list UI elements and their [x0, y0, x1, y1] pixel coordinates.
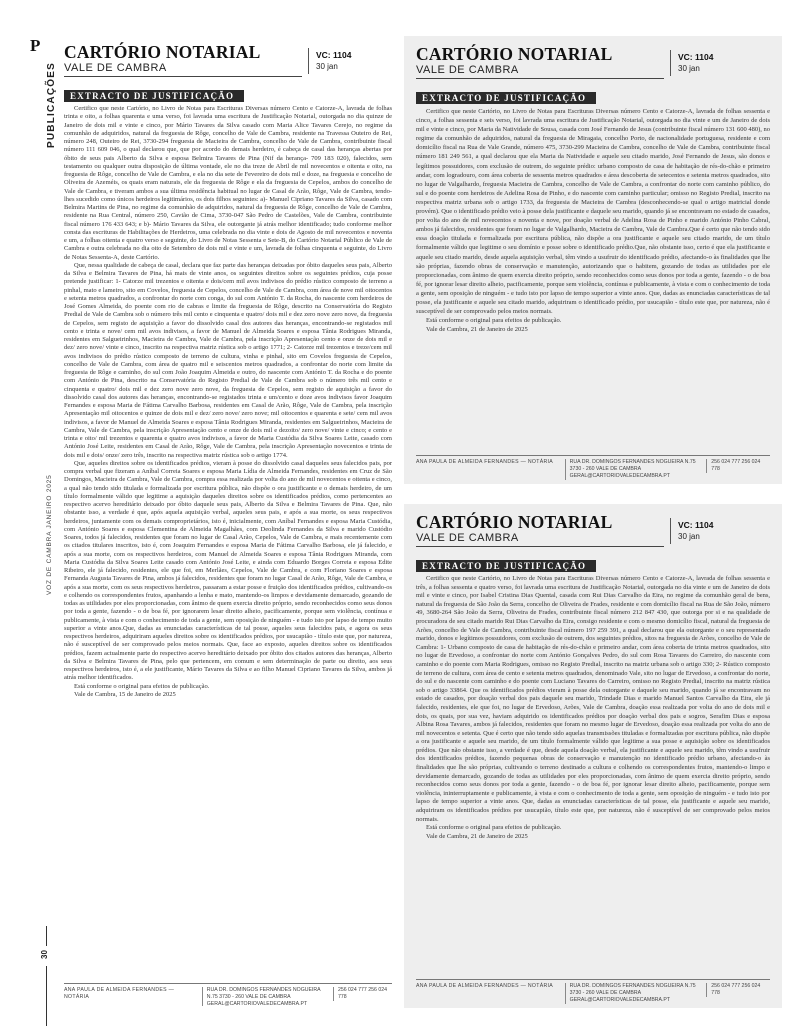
notice-right-top — [404, 36, 782, 484]
conformity-line: Está conforme o original para efeitos de publicação. — [426, 317, 562, 325]
header-divider — [308, 48, 309, 74]
notice-header — [416, 512, 770, 556]
notice-left — [64, 42, 392, 1006]
body-paragraph: Certifico que neste Cartório, no Livro de Notas para Escrituras Diversas número Cento e Catorze-A, lavrada de folhas sessenta e cinco, a folhas sessenta e seis verso, foi lavrada uma escritura de Justificação Notarial, outorgada no dia vinte e um de Janeiro de dois mil e vinte e cinco, por Maria da Natividade de Sousa, casada com José Fernando de Jesus (contribuinte fiscal número 131 600 480), no regime da comunhão de adquiridos, natural da freguesia de Miragaia, concelho Porto, de nacionalidade portuguesa, residente e com domicílio fiscal na Rua de Vale Grande, número 475, 3730-299 Macieira de Cambra, concelho de Vale de Cambra, contribuinte fiscal número 181 249 561, a qual declarou que ela Maria da Natividade e aquele seu citado marido, José Fernando de Jesus, são donos e legítimos possuidores, com exclusão de outrem, do seguinte prédio: urbano composto de casa de habitação de rés-do-chão e primeiro andar, com logradouro, com área coberta de sessenta metros quadrados e área descoberta de setecentos e setenta metros quadrados, sito no lugar de Valgalhardo, freguesia Macieira de Cambra, concelho de Vale de Cambra, a confrontar do norte com caminho público, do sul e do poente com herdeiros de Adelina Rosa de Pinho, e do nascente com caminho particular; omisso no Registo Predial, inscrito na respectiva matriz urbana sob o artigo 1733, da freguesia de Macieira de Cambra (desconhecendo-se qual o artigo matricial donde provém). Que o identificado prédio veio à posse dela justificante e daquele seu marido, quando já se encontravam no estado de casados, por volta do ano de mil novecentos e noventa e nove, por doação verbal de Adelina Rosa de Pinho e marido António Pinho Cabral, ambos já falecidos, residentes que foram no lugar de Valgalhardo, Macieira de Cambra, Vale de Cambra.Que é certo que não tendo sido essa doação titulada e formalizada por escritura pública, não dispõe a ora justificante e aquele seu citado marido, de um título formalmente válido que legitime o seu domínio e posse sobre o identificado prédio.Que, não obstante isso, certo é que ela justificante e aquele seu citado marido, desde aquela aquisição verbal, têm vindo a usufruir do identificado prédio, afectando-o às finalidades que lhe são próprias, fazendo obras de conservação e manutenção, autorizando que o habitem, gozando de todas as utilidades por ele proporcionadas, com ânimo de quem exercia direito próprio, sendo reconhecidos como seus donos por toda a gente, fazendo - o de boa fé, por ignorar lesar direito alheio, pacificamente, porque sem violência, contínua e publicamente, à vista e com o conhecimento de toda a gente, sem oposição de ninguém - e tudo isto por lapso de tempo superior a vinte anos. Que, dadas as enunciadas características de tal posse, ela justificante e aquele seu citado marido, adquiriram o identificado prédio, por usucapião - título este que, por natureza, não é susceptível de ser comprovado pelos meios normais. — [416, 108, 770, 316]
notary-address: RUA DR. DOMINGOS FERNANDES NOGUEIRA N.75 3730 - 260 VALE DE CAMBRA GERAL@CARTORIOVALEDECAMBRA.PT — [202, 987, 332, 1006]
body-paragraph: Que, aqueles direitos sobre os identificados prédios, vieram à posse do dissolvido casal daqueles seus falecidos pais, por compra verbal que fizeram a Aníbal Correia Soares e esposa Maria Lídia de Almeida Fernandes, residentes em Cruz de São Domingos, Macieira de Cambra, Vale de Cambra, compra essa realizada por volta do ano de mil novecentos e oitenta e cinco, a qual não tendo sido titulada e formalizada por escritura pública, não dispõe o ora justificante e o demais herdeiro, de um título formalmente válido que legitime a aquisição daqueles direitos sobre os identificados prédios, como pertencentes ao respectivo acervo hereditário deixado por óbito daquele seus pais, Alberto da Silva e Belmira Tavares de Pina. Que, não obstante isso, a verdade é que, após aquela aquisição verbal, aqueles seus pais, e após a sua morte, os seus respectivos herdeiros, juntamente com os demais comproprietários, isto é, inicialmente, com Aníbal Fernandes e esposa Maria Custódia, com António Soares e esposa Clementina de Almeida Magalhães, com Deolinda Fernandes da Silva e marido Custódio Soares, todos já falecidos, residentes que foram no lugar de Casal Arão, Cepelos, Vale de Cambra, e mais recentemente com os citados titulares inscritos, isto é, com Joaquim Fernandes e esposa Maria de Fátima Carvalho Barbosa, ele já falecido, e após a sua morte, com os respectivos herdeiros, com Manuel de Almeida Soares e esposa Tânia Rodrigues Miranda, com Maria Custódia da Silva Soares Leite casado com António José Leite, e ainda com Eduardo Borges Correia e esposa Edite Ribeiro, ele já falecido, residentes, ele que foi, em Merlães, Cepelos, Vale de Cambra, e com Floriano Soares e esposa Fernanda Augusta Tavares de Pina, ambos já falecidos, residentes que foram no lugar Casal de Arão, Rôge, Vale de Cambra, e após a sua morte, com os seus respectivos herdeiros, passaram a estar posse e fruição dos identificados prédios, cultivando-os e colhendo os correspondentes frutos, apanhando a lenha e mato, mantendo-os limpos e devidamente demarcado, gozando de todas as utilidades por eles proporcionadas, com ânimo de quem exercia direito próprio, sendo reconhecidos como seus donos por toda a gente, fazendo - o de boa fé, por ignorarem lesar direito alheio, pacificamente, porque sem violência, contínua e publicamente, à vista e com o conhecimento de toda a gente, sem oposição de ninguém - e tudo isto por lapso de tempo muito superior a vinte anos.Que, dadas as enunciadas características de tal posse, aqueles seus falecidos pais, e agora os seus respectivos herdeiros, adquiriram aqueles direitos sobre os identificados prédios, por usucapião - título este que, por natureza, não é susceptível de ser comprovado pelos meios normais. Que, face ao exposto, aqueles direitos sobre os identificados prédios, fazem actualmente parte do respectivo acervo hereditário deixado por óbito dos citados autores das heranças, Alberto da Silva e Belmira Tavares de Pina, pelo que pertencem, em comum e sem determinação de parte ou direito, aos seus respectivos herdeiros, isto é, a ele justificante, Mário Tavares da Silva e ao filho Manuel Cipriano Tavares da Silva, ambos já atrás melhor identificados. — [64, 459, 392, 682]
publication-date: 30 jan — [678, 532, 700, 541]
notice-title: CARTÓRIO NOTARIAL — [416, 44, 613, 64]
header-rule — [416, 78, 664, 79]
notice-title: CARTÓRIO NOTARIAL — [64, 42, 261, 62]
vc-code: VC: 1104 — [678, 52, 714, 62]
section-label: PUBLICAÇÕES — [46, 62, 57, 148]
notice-header — [416, 44, 770, 88]
signature-date: Vale de Cambra, 21 de Janeiro de 2025 — [426, 832, 528, 840]
header-rule — [416, 546, 664, 547]
notice-footer — [416, 979, 770, 1002]
page-number-rule — [46, 926, 47, 946]
notice-body — [64, 105, 392, 699]
page-number: 30 — [39, 950, 49, 959]
publication-date: 30 jan — [316, 62, 338, 71]
notice-subtitle: VALE DE CAMBRA — [64, 62, 167, 74]
body-paragraph: Certifico que neste Cartório, no Livro de Notas para Escrituras Diversas número Cento e Catorze-A, lavrada de folhas trinta e oito, a folhas quarenta e uma verso, foi lavrada uma escritura de Justificação Notarial, outorgada no dia quinze de Janeiro de dois mil e vinte e cinco, por Mário Tavares da Silva casado com Maria Alice Tavares Cerejo, no regime da comunhão de adquiridos, natural da freguesia de Rôge, concelho de Vale de Cambra, residente na Travessa Outeiro de Rei, número 248, Outeiro de Rei, 3730-294 freguesia de Macieira de Cambra, concelho de Vale de Cambra, contribuinte fiscal número 111 609 046, o qual declarou que, que por acordo do demais herdeiro, é cabeça de casal das heranças abertas por óbito de seus pais Alberto da Silva e esposa Belmira Tavares de Pina (Nif da herança- 709 183 020), falecidos, sem testamento ou qualquer outra disposição de última vontade, ele no dia treze de Abril de mil novecentos e oitenta e oito, na freguesia de Rôge, concelho de Vale de Cambra, e ela no dia sete de Fevereiro de dois mil e doze, na freguesia e concelho de Oliveira de Azeméis, os quais eram naturais, ele da freguesia de Rôge e ela da freguesia de Cepelos, ambos do concelho de Vale de Cambra, e tiveram ambos a sua última residência habitual no lugar de Casal de Arão, Rôge, Vale de Cambra, tendo-lhes sucedido como únicos herdeiros legitimários, os dois filhos seguintes: a)- Manuel Cipriano Tavares da Silva, casado com Belmira Martins de Pina, no regime da comunhão de adquiridos, natural da freguesia de Rôge, concelho de Vale de Cambra, residente na Rua Central, número 250, Cavião de Cima, 3730-047 São Pedro de Castelões, Vale de Cambra, contribuinte fiscal número 176 433 643; e b)- Mário Tavares da Silva, ele outorgante já atrás melhor identificado; tudo conforme melhor consta das escrituras de Habilitações de Herdeiros, uma celebrada no dia vinte e dois de Agosto de mil novecentos e noventa e um, a folhas oitenta e quatro verso e seguinte, do Livro de Notas Sessenta e Sete-B, do Cartório Notarial Público de Vale de Cambra e outra celebrada no dia oito de Setembro de dois mil e vinte e um, lavrada de folhas cinquenta e seguinte, do Livro de Notas Sessenta-A, deste Cartório. — [64, 105, 392, 261]
notice-banner: EXTRACTO DE JUSTIFICAÇÃO — [416, 560, 596, 572]
notice-body — [416, 575, 770, 841]
page-number-rule — [46, 966, 47, 1026]
notice-right-bottom — [404, 504, 782, 1008]
signature-date: Vale de Cambra, 15 de Janeiro de 2025 — [74, 690, 176, 698]
notice-subtitle: VALE DE CAMBRA — [416, 64, 519, 76]
notary-address: RUA DR. DOMINGOS FERNANDES NOGUEIRA N.75 3730 - 260 VALE DE CAMBRA GERAL@CARTORIOVALEDECAMBRA.PT — [565, 983, 705, 1004]
body-paragraph: Que, nessa qualidade de cabeça de casal, declara que faz parte das heranças deixadas por óbito daqueles seus pais, Alberto da Silva e Belmira Tavares de Pina, há mais de vinte anos, os seguintes direitos sobre os seguintes prédios, cuja posse pretende justificar: 1- Catorze mil trezentos e oitenta e dois/cem mil avos indivisos do prédio rústico composto de terreno a pinhal, mato e lameiro, sito em Covelos, freguesia de Cepelos, concelho de Vale de Cambra, com área de nove mil oitocentos e setenta metros quadrados, a confrontar do norte com conga, do sul com António T. da Rocha, do nascente com herdeiros de José Gomes Almeida, do poente com rio de cabras e limite da freguesia de Rôge, descrito na Conservatória do Registo Predial de Vale de Cambra sob o número três mil cento e cinquenta e quatro/ dois mil e dez zero nove zero nove, da freguesia de Cepelos, sem registo de aquisição a favor do dissolvido casal dos autores das heranças, encontrando-se registados mil cento e trinta e nove/ cem mil avos indivisos, a favor de Manuel de Almeida Soares e esposa Tânia Rodrigues Miranda, residentes em Salgueirinhos, Macieira de Cambra, Vale de Cambra, pela inscrição Apresentação cento e onze de dois mil e dez/ zero nove/ vinte e cinco, inscrito na respectiva matriz rústica sob o artigo 1771; 2- Catorze mil trezentos e treze/cem mil avos indivisos do prédio rústico composto de terreno de cultura, vinha e pinhal, sito em Covelos freguesia de Cepelos, concelho de Vale de Cambra, com área de quatro mil e seiscentos metros quadrados, a confrontar do norte com limite da freguesia de Rôge e caminho, do sul com João Joaquim Almeida e outro, do nascente com António T. da Rocha e do poente com António de Pina, descrito na Conservatória do Registo Predial de Vale de Cambra sob o número três mil cento e cinquenta e quatro/ dois mil e dez zero nove zero nove, da freguesia de Cepelos, sem registo de aquisição a favor do dissolvido casal dos autores das heranças, encontrando-se registados trinta e um/cento e doze avos indivisos favor Joaquim Fernandes e esposa Maria de Fátima Carvalho Barbosa, residentes em Casal de Arão, Rôge, Vale de Cambra, pela inscrição Apresentação mil oitocentos e quinze de dois mil e dez/ zero nove/ zero nove; mil oitocentos e quarenta e sete/ cem mil avos indivisos, a favor de Manuel de Almeida Soares e esposa Tânia Rodrigues Miranda, residentes em Salgueirinhos, Macieira de Cambra, Vale de Cambra, pela inscrição Apresentação cento e onze de dois mil e dezoito/ zero nove/ vinte e cinco; e cento e trinta e oito/ mil trezentos e quarenta e quatro avos indivisos, a favor de Maria Custódia da Silva Soares Leite, casado com António José Leite, residentes em Casal de Arão, Rôge, Vale de Cambra, pela inscrição Apresentação novecentos e trinta de dois mil e dois/ onze/ zero três, inscrito na respectiva matriz rústica sob o artigo 1774. — [64, 261, 392, 459]
notice-banner: EXTRACTO DE JUSTIFICAÇÃO — [416, 92, 596, 104]
notary-name: ANA PAULA DE ALMEIDA FERNANDES — NOTÁRIA — [416, 983, 554, 989]
header-divider — [670, 50, 671, 76]
notary-address: RUA DR. DOMINGOS FERNANDES NOGUEIRA N.75 3730 - 260 VALE DE CAMBRA GERAL@CARTORIOVALEDECAMBRA.PT — [565, 459, 705, 480]
edition-label: VOZ DE CAMBRA JANEIRO 2025 — [46, 474, 53, 595]
side-rail — [0, 0, 57, 1024]
notice-footer — [416, 455, 770, 478]
header-divider — [670, 518, 671, 544]
notice-footer — [64, 983, 392, 1006]
notice-subtitle: VALE DE CAMBRA — [416, 532, 519, 544]
notice-header — [64, 42, 392, 86]
notary-phones: 256 024 777 256 024 778 — [333, 987, 392, 1001]
notary-name: ANA PAULA DE ALMEIDA FERNANDES — NOTÁRIA — [64, 987, 175, 1000]
notice-banner: EXTRACTO DE JUSTIFICAÇÃO — [64, 90, 244, 102]
notary-phones: 256 024 777 256 024 778 — [706, 459, 770, 473]
conformity-line: Está conforme o original para efeitos de publicação. — [426, 824, 562, 832]
vc-code: VC: 1104 — [678, 520, 714, 530]
signature-date: Vale de Cambra, 21 de Janeiro de 2025 — [426, 326, 528, 334]
notary-name: ANA PAULA DE ALMEIDA FERNANDES — NOTÁRIA — [416, 459, 554, 465]
header-rule — [64, 76, 302, 77]
vc-code: VC: 1104 — [316, 50, 352, 60]
section-letter: P — [30, 36, 41, 55]
notary-phones: 256 024 777 256 024 778 — [706, 983, 770, 997]
publication-date: 30 jan — [678, 64, 700, 73]
notice-body — [416, 107, 770, 334]
body-paragraph: Certifico que neste Cartório, no Livro de Notas para Escrituras Diversas número Cento e Catorze-A, lavrada de folhas sessenta e três, a folhas sessenta e quatro verso, foi lavrada uma escritura de Justificação Notarial, outorgada no dia vinte e um de Janeiro de dois mil e vinte e cinco, por Isabel Cristina Dias Quental, casada com Rui Dias Carvalho da Eira, no regime da comunhão geral de bens, natural da freguesia de São João da Serra, concelho de Oliveira de Frades, residente e com domicílio fiscal na Rua de São João, número 49, 3680-264 São João da Serra, Oliveira de Frades, contribuinte fiscal número 212 847 430, que outorga por si e na qualidade de procuradora de seu citado marido Rui Dias Carvalho da Eira, consigo residente e com o mesmo domicílio fiscal, natural da freguesia de Arões, concelho de Vale de Cambra, contribuinte fiscal número 197 259 391, a qual declarou que ela outorgante e o seu representado marido, donos e legítimos possuidores, com exclusão de outrem, dos seguintes prédios, sitos na freguesia de Arões, concelho de Vale de Cambra: 1- Urbano composto de casa de habitação de rés-do-chão e primeiro andar, com área coberta de trinta metros quadrados, sito no lugar de Ervedoso, a confrontar do norte com António Gonçalves Pedro, do sul com Rosa Tavares do Carreiro, do nascente com caminho e do poente com Maria Rodrigues, omisso no Registo Predial, inscrito na matriz urbana sob o artigo 330; 2- Rústico composto de terreno de cultura, com área de cento e setenta metros quadrados, denominado Vale, sito no lugar de Ervedoso, a confrontar do norte, do sul e do nascente com caminho e do poente com Luciano Tavares do Carreiro, omisso no Registo Predial, inscrito na matriz rústica sob o artigo 33864. Que os identificados prédios vieram à posse dela outorgante e daquele seu marido, quando já se encontravam no estado de casados, por doação verbal dos pais daquele seu marido, Trindade Dias e marido Manuel Santos Carvalho da Eira, ele já falecido, residentes, ele que foi, no lugar de Ervedoso, Arões, Vale de Cambra, doação essa realizada por volta do ano de dois mil e dois, os quais, por sua vez, haviam adquirido os identificados prédios por doação verbal dos pais e sogros, Serafim Dias e esposa Albina Rosa Tavares, ambos já falecidos, residentes que foram no mesmo lugar de Ervedoso, doação essa realizada por volta do ano de mil novecentos e setenta. Que é certo que não tendo sido aquelas transmissões tituladas e formalizadas por escritura pública, não dispõe a ora justificante e aquele seu marido, de um título formalmente válido que legitime a sua posse e aquisição sobre os identificados prédios. Que não obstante isso, a verdade é que, desde aquela doação verbal, ela justificante e aquele seu marido, têm vindo a usufruir dos identificados prédios, fazendo pequenas obras de conservação e manutenção no identificado prédio urbano, afectando-o às finalidades que lhe são próprias, cultivando o terreno destinado a cultura e colhendo os correspondentes frutos, mantendo-o limpo e devidamente demarcado, gozando de todas as utilidades por eles proporcionadas, com ânimo de quem exercia direito próprio, sendo reconhecidos como seus donos por toda a gente, fazendo - o de boa fé, por ignorar lesar direito alheio, pacificamente, porque sem violência, ininterruptamente e publicamente, à vista e com o conhecimento de toda a gente, sem oposição de ninguém - e tudo isto por lapso de tempo superior a vinte anos. Que, dadas as enunciadas características de tal posse, ela justificante e aquele seu marido, adquiriram os identificados prédios por usucapião, título este que, por natureza, não é susceptível de ser comprovado pelos meios normais. — [416, 575, 770, 823]
conformity-line: Está conforme o original para efeitos de publicação. — [74, 682, 210, 690]
notice-title: CARTÓRIO NOTARIAL — [416, 512, 613, 532]
